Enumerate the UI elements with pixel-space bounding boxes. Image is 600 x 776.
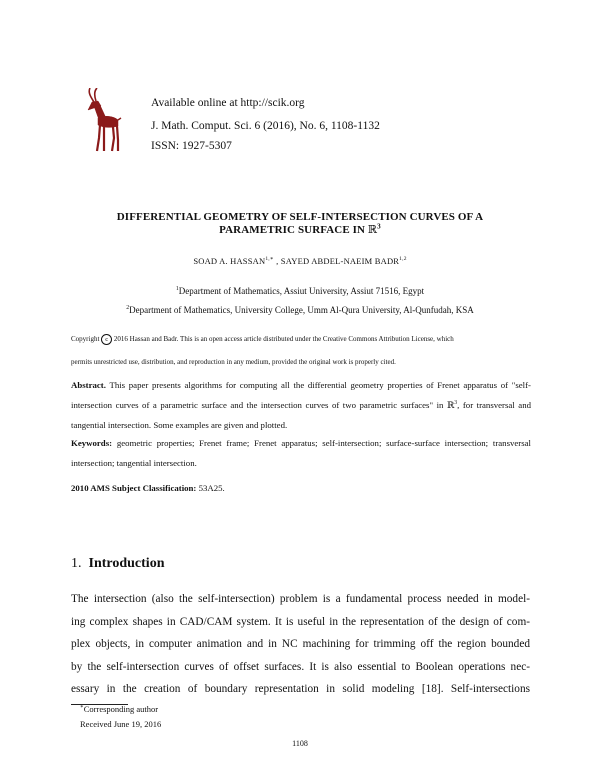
title-line-2: PARAMETRIC SURFACE IN ℝ$^3$	[219, 222, 381, 236]
author-1: SOAD A. HASSAN	[193, 256, 266, 266]
footnote-corresponding: ∗Corresponding author	[80, 704, 159, 714]
journal-issn: ISSN: 1927-5307	[151, 140, 232, 152]
intro-line: plex objects, in computer animation and in NC machining for trimming off the region bounded	[71, 638, 530, 650]
intro-line: essary in the creation of boundary representation in solid modeling [18]. Self-intersections	[71, 683, 530, 695]
affiliation-1: $^1$Department of Mathematics, Assiut University, Assiut 71516, Egypt	[175, 286, 425, 296]
copyright-line-2: permits unrestricted use, distribution, and reproduction in any medium, provided the original work is properly cited.	[71, 358, 396, 366]
author-2: SAYED ABDEL-NAEIM BADR	[280, 256, 400, 266]
affiliation-2: $^2$Department of Mathematics, University College, Umm Al-Qura University, Al-Qunfudah, KSA	[126, 305, 474, 315]
abstract: Abstract. This paper presents algorithms for computing all the differential geometry properties of Frenet apparatus of "self-intersection curves of a parametric surface and the intersection curves of two parametric surfaces" in ℝ$^3$, for transversal and tangential intersection. Some examples are given and plotted.	[71, 380, 531, 430]
keywords-label: Keywords:	[71, 438, 113, 448]
journal-citation: J. Math. Comput. Sci. 6 (2016), No. 6, 1108-1132	[151, 120, 380, 132]
intro-line: by the self-intersection curves of offset surfaces. It is also essential to Boolean operations nec-	[71, 660, 530, 673]
journal-available-online: Available online at http://scik.org	[151, 97, 305, 109]
page-number: 1108	[292, 739, 308, 748]
intro-paragraph	[71, 588, 530, 701]
abstract-label: Abstract.	[71, 380, 106, 390]
section-heading: 1. Introduction	[71, 556, 165, 571]
intro-line: The intersection (also the self-intersection) problem is a fundamental process needed in model-	[71, 593, 530, 605]
copyright-icon: c	[101, 334, 112, 345]
keywords: Keywords: geometric properties; Frenet frame; Frenet apparatus; self-intersection; surface-surface intersection; transversal intersection; tangential intersection.	[71, 438, 531, 468]
intro-line: ing complex shapes in CAD/CAM system. It is useful in the representation of the design of com-	[71, 615, 530, 628]
paper-title	[60, 211, 540, 237]
copyright-line-1: Copyright c 2016 Hassan and Badr. This is an open access article distributed under the Creative Commons Attribution License, which	[71, 335, 454, 343]
journal-logo-gazelle-icon	[80, 88, 122, 152]
ams-classification: 2010 AMS Subject Classification: 53A25.	[71, 483, 225, 493]
footnote-received: Received June 19, 2016	[80, 719, 162, 729]
title-line-1: DIFFERENTIAL GEOMETRY OF SELF-INTERSECTION CURVES OF A	[116, 211, 484, 223]
paper-authors: SOAD A. $HASSAN^{1,∗}$ , SAYED ABDEL-NAEIM BADR$^{1,2}$	[193, 256, 407, 266]
